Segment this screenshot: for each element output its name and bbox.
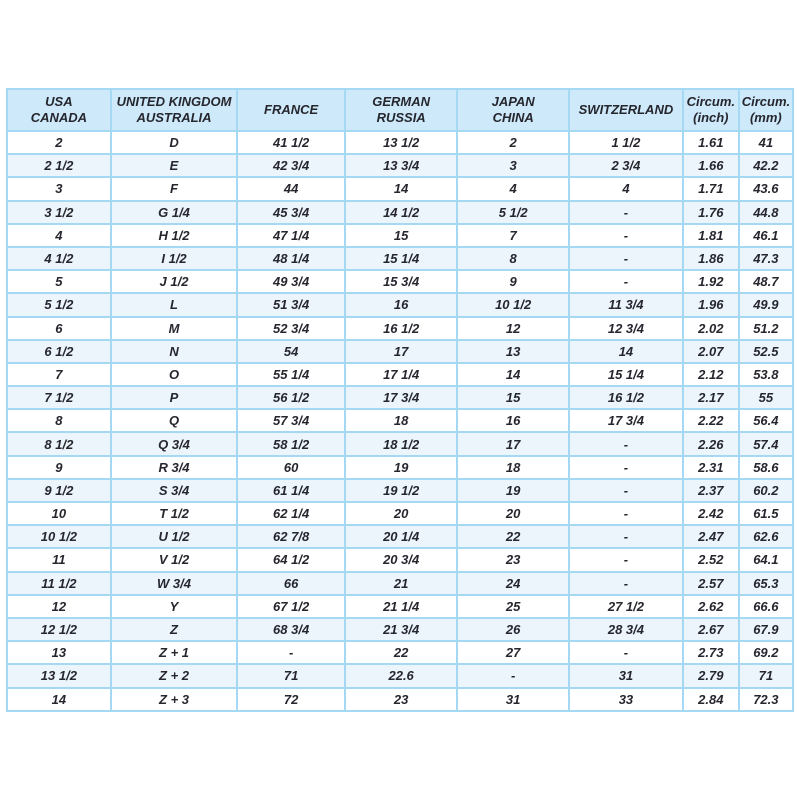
cell-uk-australia: U 1/2 [111, 525, 238, 548]
cell-circum-mm: 56.4 [739, 409, 793, 432]
cell-circum-mm: 41 [739, 131, 793, 154]
cell-circum-mm: 64.1 [739, 548, 793, 571]
cell-usa-canada: 13 [7, 641, 111, 664]
cell-german-russia: 17 1/4 [345, 363, 457, 386]
cell-circum-inch: 2.31 [683, 456, 739, 479]
table-row [7, 201, 793, 224]
cell-circum-mm: 49.9 [739, 293, 793, 316]
cell-circum-inch: 1.76 [683, 201, 739, 224]
cell-circum-mm: 65.3 [739, 572, 793, 595]
cell-france: 61 1/4 [237, 479, 345, 502]
cell-circum-inch: 2.73 [683, 641, 739, 664]
cell-usa-canada: 12 [7, 595, 111, 618]
cell-usa-canada: 6 [7, 317, 111, 340]
cell-uk-australia: L [111, 293, 238, 316]
cell-circum-mm: 60.2 [739, 479, 793, 502]
cell-usa-canada: 4 1/2 [7, 247, 111, 270]
cell-japan-china: 9 [457, 270, 569, 293]
cell-usa-canada: 8 1/2 [7, 432, 111, 455]
cell-uk-australia: N [111, 340, 238, 363]
cell-switzerland: - [569, 525, 683, 548]
cell-switzerland: - [569, 432, 683, 455]
cell-german-russia: 16 [345, 293, 457, 316]
table-row [7, 664, 793, 687]
table-row [7, 572, 793, 595]
cell-circum-inch: 2.02 [683, 317, 739, 340]
cell-japan-china: 24 [457, 572, 569, 595]
cell-switzerland: 2 3/4 [569, 154, 683, 177]
cell-circum-mm: 44.8 [739, 201, 793, 224]
cell-circum-mm: 48.7 [739, 270, 793, 293]
cell-circum-inch: 2.26 [683, 432, 739, 455]
cell-german-russia: 14 [345, 177, 457, 200]
cell-circum-mm: 57.4 [739, 432, 793, 455]
cell-japan-china: 25 [457, 595, 569, 618]
cell-german-russia: 16 1/2 [345, 317, 457, 340]
cell-usa-canada: 6 1/2 [7, 340, 111, 363]
cell-france: 45 3/4 [237, 201, 345, 224]
cell-circum-inch: 2.07 [683, 340, 739, 363]
cell-german-russia: 21 [345, 572, 457, 595]
column-header-usa-canada: USA CANADA [7, 89, 111, 131]
cell-circum-mm: 52.5 [739, 340, 793, 363]
cell-german-russia: 18 1/2 [345, 432, 457, 455]
cell-france: 51 3/4 [237, 293, 345, 316]
cell-usa-canada: 3 1/2 [7, 201, 111, 224]
cell-japan-china: 16 [457, 409, 569, 432]
cell-uk-australia: Z [111, 618, 238, 641]
cell-uk-australia: H 1/2 [111, 224, 238, 247]
cell-circum-inch: 2.62 [683, 595, 739, 618]
cell-switzerland: 27 1/2 [569, 595, 683, 618]
column-header-german-russia: GERMAN RUSSIA [345, 89, 457, 131]
cell-switzerland: - [569, 572, 683, 595]
cell-france: 64 1/2 [237, 548, 345, 571]
cell-uk-australia: T 1/2 [111, 502, 238, 525]
table-row [7, 479, 793, 502]
cell-circum-inch: 2.22 [683, 409, 739, 432]
cell-usa-canada: 14 [7, 688, 111, 712]
cell-german-russia: 19 1/2 [345, 479, 457, 502]
cell-japan-china: 22 [457, 525, 569, 548]
cell-switzerland: 16 1/2 [569, 386, 683, 409]
cell-japan-china: 27 [457, 641, 569, 664]
cell-japan-china: 18 [457, 456, 569, 479]
table-header [7, 89, 793, 131]
cell-france: 52 3/4 [237, 317, 345, 340]
table-row [7, 548, 793, 571]
cell-usa-canada: 8 [7, 409, 111, 432]
cell-usa-canada: 5 1/2 [7, 293, 111, 316]
cell-switzerland: 4 [569, 177, 683, 200]
cell-japan-china: 17 [457, 432, 569, 455]
cell-uk-australia: V 1/2 [111, 548, 238, 571]
cell-uk-australia: G 1/4 [111, 201, 238, 224]
cell-circum-mm: 71 [739, 664, 793, 687]
cell-german-russia: 15 3/4 [345, 270, 457, 293]
cell-france: 58 1/2 [237, 432, 345, 455]
cell-uk-australia: Z + 1 [111, 641, 238, 664]
cell-japan-china: 26 [457, 618, 569, 641]
cell-france: 62 1/4 [237, 502, 345, 525]
cell-circum-mm: 62.6 [739, 525, 793, 548]
cell-usa-canada: 10 1/2 [7, 525, 111, 548]
cell-german-russia: 15 [345, 224, 457, 247]
cell-uk-australia: M [111, 317, 238, 340]
table-row [7, 177, 793, 200]
column-header-japan-china: JAPAN CHINA [457, 89, 569, 131]
cell-circum-inch: 1.81 [683, 224, 739, 247]
cell-switzerland: 17 3/4 [569, 409, 683, 432]
column-header-circum-mm: Circum. (mm) [739, 89, 793, 131]
cell-switzerland: 14 [569, 340, 683, 363]
cell-usa-canada: 7 1/2 [7, 386, 111, 409]
cell-france: 55 1/4 [237, 363, 345, 386]
cell-uk-australia: J 1/2 [111, 270, 238, 293]
cell-german-russia: 21 1/4 [345, 595, 457, 618]
cell-circum-mm: 66.6 [739, 595, 793, 618]
cell-france: 68 3/4 [237, 618, 345, 641]
cell-circum-inch: 2.67 [683, 618, 739, 641]
cell-switzerland: 15 1/4 [569, 363, 683, 386]
cell-circum-mm: 51.2 [739, 317, 793, 340]
cell-usa-canada: 2 1/2 [7, 154, 111, 177]
cell-uk-australia: P [111, 386, 238, 409]
cell-france: 42 3/4 [237, 154, 345, 177]
table-row [7, 595, 793, 618]
cell-france: 71 [237, 664, 345, 687]
cell-circum-inch: 2.52 [683, 548, 739, 571]
cell-japan-china: 5 1/2 [457, 201, 569, 224]
cell-switzerland: - [569, 548, 683, 571]
cell-uk-australia: R 3/4 [111, 456, 238, 479]
cell-switzerland: - [569, 502, 683, 525]
table-row [7, 525, 793, 548]
cell-german-russia: 13 3/4 [345, 154, 457, 177]
cell-usa-canada: 3 [7, 177, 111, 200]
table-row [7, 641, 793, 664]
cell-france: 47 1/4 [237, 224, 345, 247]
cell-circum-mm: 53.8 [739, 363, 793, 386]
cell-circum-mm: 43.6 [739, 177, 793, 200]
cell-uk-australia: O [111, 363, 238, 386]
column-header-uk-australia: UNITED KINGDOM AUSTRALIA [111, 89, 238, 131]
table-row [7, 340, 793, 363]
cell-german-russia: 22 [345, 641, 457, 664]
table-row [7, 270, 793, 293]
cell-usa-canada: 7 [7, 363, 111, 386]
cell-france: 57 3/4 [237, 409, 345, 432]
cell-circum-mm: 58.6 [739, 456, 793, 479]
cell-usa-canada: 5 [7, 270, 111, 293]
column-header-circum-inch: Circum. (inch) [683, 89, 739, 131]
cell-switzerland: 11 3/4 [569, 293, 683, 316]
cell-circum-inch: 1.71 [683, 177, 739, 200]
cell-circum-inch: 2.79 [683, 664, 739, 687]
table-row [7, 224, 793, 247]
cell-circum-inch: 1.61 [683, 131, 739, 154]
cell-circum-mm: 69.2 [739, 641, 793, 664]
cell-german-russia: 18 [345, 409, 457, 432]
cell-switzerland: - [569, 479, 683, 502]
cell-france: 54 [237, 340, 345, 363]
cell-switzerland: - [569, 270, 683, 293]
cell-german-russia: 21 3/4 [345, 618, 457, 641]
cell-switzerland: - [569, 456, 683, 479]
cell-switzerland: 31 [569, 664, 683, 687]
cell-switzerland: 1 1/2 [569, 131, 683, 154]
cell-usa-canada: 12 1/2 [7, 618, 111, 641]
cell-german-russia: 17 [345, 340, 457, 363]
cell-japan-china: 13 [457, 340, 569, 363]
cell-usa-canada: 11 [7, 548, 111, 571]
header-row [7, 89, 793, 131]
cell-german-russia: 22.6 [345, 664, 457, 687]
cell-france: 48 1/4 [237, 247, 345, 270]
cell-japan-china: 15 [457, 386, 569, 409]
cell-switzerland: 33 [569, 688, 683, 712]
cell-circum-inch: 1.96 [683, 293, 739, 316]
table-row [7, 688, 793, 712]
cell-france: 41 1/2 [237, 131, 345, 154]
cell-circum-inch: 2.12 [683, 363, 739, 386]
table-row [7, 131, 793, 154]
cell-usa-canada: 9 1/2 [7, 479, 111, 502]
cell-usa-canada: 13 1/2 [7, 664, 111, 687]
cell-japan-china: 8 [457, 247, 569, 270]
cell-france: 66 [237, 572, 345, 595]
cell-circum-inch: 2.84 [683, 688, 739, 712]
cell-german-russia: 19 [345, 456, 457, 479]
cell-uk-australia: F [111, 177, 238, 200]
cell-german-russia: 20 1/4 [345, 525, 457, 548]
cell-uk-australia: Q [111, 409, 238, 432]
cell-switzerland: - [569, 224, 683, 247]
cell-switzerland: - [569, 201, 683, 224]
cell-japan-china: 31 [457, 688, 569, 712]
cell-japan-china: 10 1/2 [457, 293, 569, 316]
cell-france: - [237, 641, 345, 664]
ring-size-conversion-table [6, 88, 794, 712]
cell-france: 56 1/2 [237, 386, 345, 409]
cell-france: 44 [237, 177, 345, 200]
cell-uk-australia: I 1/2 [111, 247, 238, 270]
cell-circum-mm: 67.9 [739, 618, 793, 641]
cell-uk-australia: Z + 2 [111, 664, 238, 687]
cell-uk-australia: Z + 3 [111, 688, 238, 712]
cell-france: 49 3/4 [237, 270, 345, 293]
cell-german-russia: 23 [345, 688, 457, 712]
cell-circum-mm: 47.3 [739, 247, 793, 270]
column-header-france: FRANCE [237, 89, 345, 131]
cell-france: 62 7/8 [237, 525, 345, 548]
cell-circum-inch: 2.37 [683, 479, 739, 502]
table-row [7, 432, 793, 455]
cell-usa-canada: 9 [7, 456, 111, 479]
cell-circum-inch: 1.86 [683, 247, 739, 270]
cell-france: 60 [237, 456, 345, 479]
table-row [7, 456, 793, 479]
cell-usa-canada: 11 1/2 [7, 572, 111, 595]
table-row [7, 386, 793, 409]
cell-japan-china: 7 [457, 224, 569, 247]
cell-circum-inch: 1.66 [683, 154, 739, 177]
cell-switzerland: - [569, 641, 683, 664]
column-header-switzerland: SWITZERLAND [569, 89, 683, 131]
table-row [7, 502, 793, 525]
cell-uk-australia: Y [111, 595, 238, 618]
table-row [7, 293, 793, 316]
cell-circum-mm: 72.3 [739, 688, 793, 712]
cell-german-russia: 15 1/4 [345, 247, 457, 270]
cell-uk-australia: D [111, 131, 238, 154]
cell-circum-mm: 61.5 [739, 502, 793, 525]
cell-usa-canada: 2 [7, 131, 111, 154]
cell-switzerland: - [569, 247, 683, 270]
cell-switzerland: 12 3/4 [569, 317, 683, 340]
cell-japan-china: 4 [457, 177, 569, 200]
cell-german-russia: 17 3/4 [345, 386, 457, 409]
cell-japan-china: 14 [457, 363, 569, 386]
cell-japan-china: 19 [457, 479, 569, 502]
cell-german-russia: 14 1/2 [345, 201, 457, 224]
cell-circum-inch: 2.17 [683, 386, 739, 409]
cell-circum-mm: 46.1 [739, 224, 793, 247]
cell-switzerland: 28 3/4 [569, 618, 683, 641]
cell-japan-china: 2 [457, 131, 569, 154]
cell-uk-australia: W 3/4 [111, 572, 238, 595]
cell-uk-australia: S 3/4 [111, 479, 238, 502]
cell-circum-inch: 2.42 [683, 502, 739, 525]
cell-circum-inch: 1.92 [683, 270, 739, 293]
cell-france: 72 [237, 688, 345, 712]
cell-circum-inch: 2.57 [683, 572, 739, 595]
cell-japan-china: - [457, 664, 569, 687]
table-row [7, 618, 793, 641]
table-row [7, 154, 793, 177]
cell-uk-australia: Q 3/4 [111, 432, 238, 455]
cell-france: 67 1/2 [237, 595, 345, 618]
table-row [7, 363, 793, 386]
cell-german-russia: 20 [345, 502, 457, 525]
table-row [7, 247, 793, 270]
cell-circum-inch: 2.47 [683, 525, 739, 548]
cell-japan-china: 23 [457, 548, 569, 571]
cell-german-russia: 13 1/2 [345, 131, 457, 154]
cell-german-russia: 20 3/4 [345, 548, 457, 571]
table-row [7, 317, 793, 340]
cell-japan-china: 20 [457, 502, 569, 525]
cell-usa-canada: 4 [7, 224, 111, 247]
cell-circum-mm: 55 [739, 386, 793, 409]
cell-usa-canada: 10 [7, 502, 111, 525]
cell-japan-china: 12 [457, 317, 569, 340]
cell-circum-mm: 42.2 [739, 154, 793, 177]
cell-japan-china: 3 [457, 154, 569, 177]
cell-uk-australia: E [111, 154, 238, 177]
table-row [7, 409, 793, 432]
table-body [7, 131, 793, 711]
